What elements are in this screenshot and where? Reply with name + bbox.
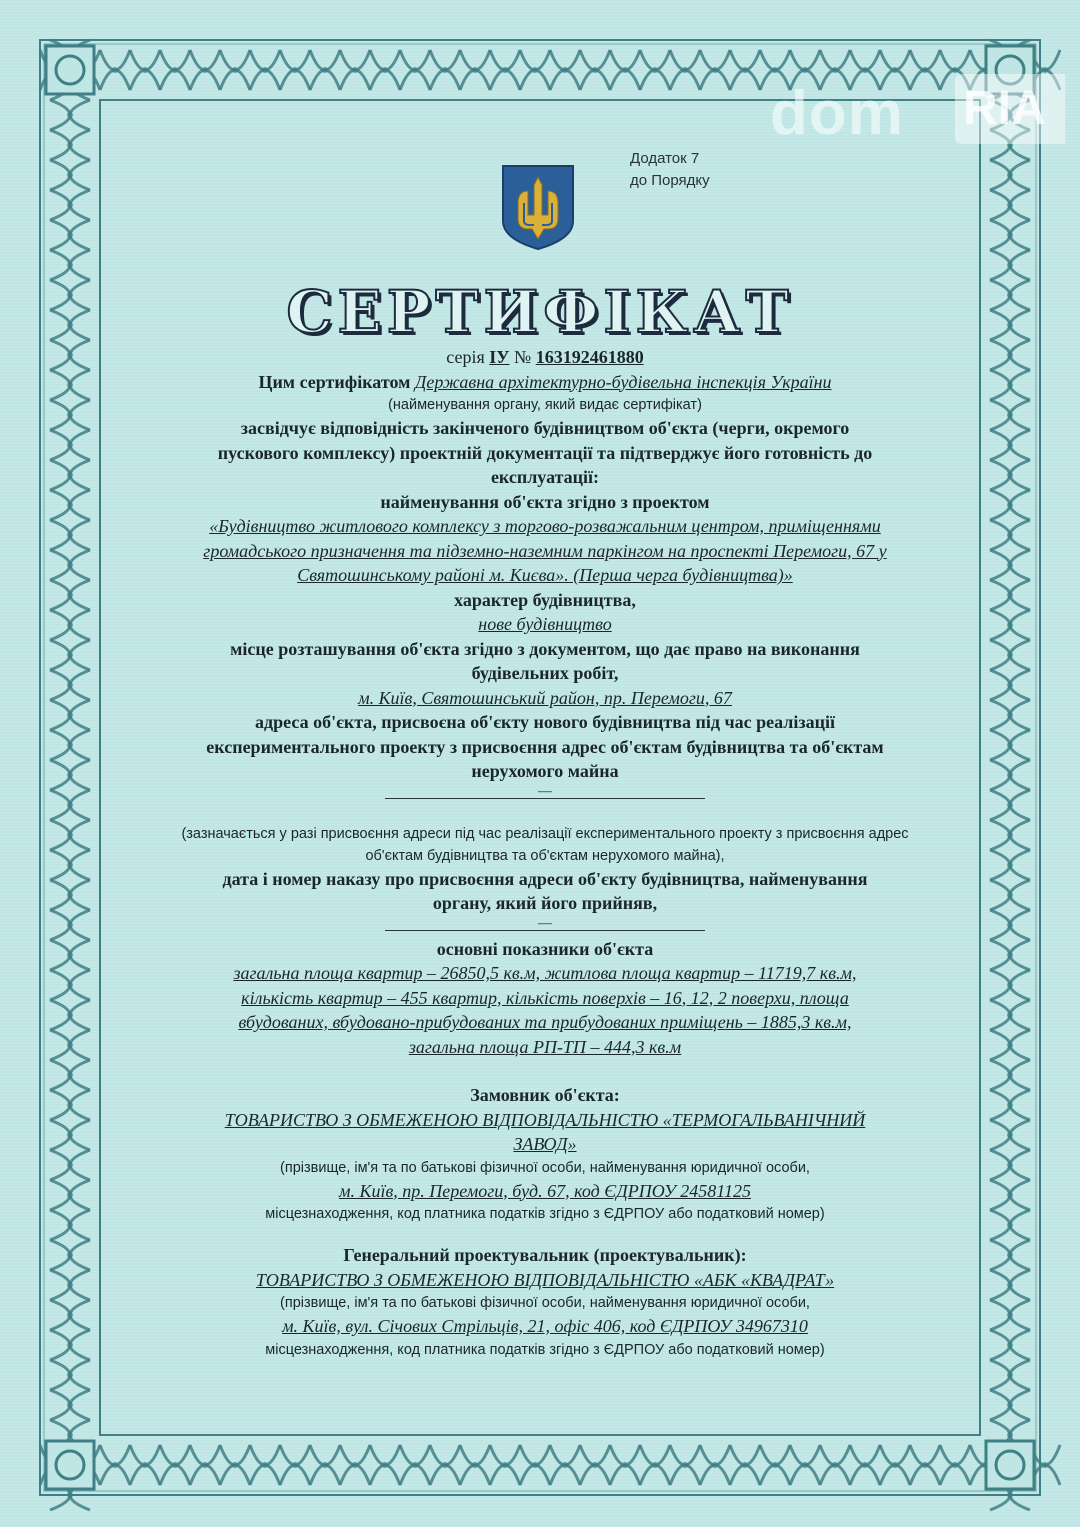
address-value: — [538,783,552,799]
issuer-prefix: Цим сертифікатом [258,371,411,392]
construction-type-label: характер будівництва, [454,589,636,610]
customer-caption-2: місцезнаходження, код платника податків згідно з ЄДРПОУ або податковий номер) [265,1206,825,1222]
designer-address: м. Київ, вул. Січових Стрільців, 21, офіс 406, код ЄДРПОУ 34967310 [282,1316,808,1336]
object-name-line-2: громадського призначення та підземно-наземним паркінгом на проспекті Перемоги, 67 у [203,540,887,561]
watermark-logo: dom [770,79,904,148]
customer-address: м. Київ, пр. Перемоги, буд. 67, код ЄДРПОУ 24581125 [339,1180,751,1201]
customer-caption-1: (прізвище, ім'я та по батькові фізичної особи, найменування юридичної особи, [280,1159,810,1176]
address-label-1: адреса об'єкта, присвоєна об'єкту нового будівництва під час реалізації [255,712,835,732]
order-blank [385,916,705,931]
indicators-line-3: вбудованих, вбудовано-прибудованих та прибудованих приміщень – 1885,3 кв.м, [238,1012,852,1032]
address-label-2: експериментального проекту з присвоєння адрес об'єктам будівництва та об'єктам [206,736,884,757]
designer-caption-1: (прізвище, ім'я та по батькові фізичної особи, найменування юридичної особи, [280,1295,810,1311]
order-label-2: органу, який його прийняв, [432,893,658,913]
address-blank [385,784,705,799]
watermark-badge: RIA [955,74,1065,144]
customer-name-1: ТОВАРИСТВО З ОБМЕЖЕНОЮ ВІДПОВІДАЛЬНІСТЮ «ТЕРМОГАЛЬВАНІЧНИЙ [224,1109,866,1130]
customer-name-2: ЗАВОД» [513,1134,577,1154]
addendum-line-1: Додаток 7 [630,150,700,167]
addendum-line-2: до Порядку [630,172,710,189]
address-label-3: нерухомого майна [471,761,619,781]
indicators-line-2: кількість квартир – 455 квартир, кількість поверхів – 16, 12, 2 поверхи, площа [241,987,849,1008]
series-value: ІУ [489,347,510,367]
trident-emblem-icon [500,163,576,251]
number-label: № [514,347,532,367]
location-label-2: будівельних робіт, [471,663,619,683]
object-name-label: найменування об'єкта згідно з проектом [380,491,710,512]
indicators-line-1: загальна площа квартир – 26850,5 кв.м, житлова площа квартир – 11719,7 кв.м, [233,963,857,983]
issuer-caption: (найменування органу, який видає сертифікат) [388,397,702,413]
series-label: серія [446,347,485,367]
location-value: м. Київ, Святошинський район, пр. Перемоги, 67 [358,687,732,708]
statement-line-2: пускового комплексу) проектній документації та підтверджує його готовність до [217,442,873,463]
location-label-1: місце розташування об'єкта згідно з документом, що дає право на виконання [230,638,860,659]
address-caption-1: (зазначається у разі присвоєння адреси під час реалізації експериментального проекту з присвоєння адрес [181,825,909,842]
series-line [120,345,970,370]
indicators-line-4: загальна площа РП-ТП – 444,3 кв.м [408,1036,682,1057]
designer-heading: Генеральний проектувальник (проектувальник): [343,1245,747,1265]
number-value: 163192461880 [535,347,644,367]
certificate-title: СЕРТИФІКАТ [286,278,794,346]
certificate-body [120,345,970,1361]
issuer-value: Державна архітектурно-будівельна інспекція України [414,371,832,392]
customer-heading: Замовник об'єкта: [470,1085,620,1105]
indicators-label: основні показники об'єкта [436,938,654,959]
object-name-line-3: Святошинському районі м. Києва». (Перша черга будівництва)» [297,565,793,585]
statement-line-3: експлуатації: [490,467,600,487]
address-caption-2: об'єктам будівництва та об'єктам нерухомого майна), [365,847,725,864]
addendum-note [630,148,710,192]
order-value: — [538,915,552,931]
designer-caption-2: місцезнаходження, код платника податків згідно з ЄДРПОУ або податковий номер) [265,1341,825,1358]
order-label-1: дата і номер наказу про присвоєння адреси об'єкту будівництва, найменування [222,868,868,889]
designer-name: ТОВАРИСТВО З ОБМЕЖЕНОЮ ВІДПОВІДАЛЬНІСТЮ «АБК «КВАДРАТ» [255,1269,835,1290]
construction-type-value: нове будівництво [478,614,612,634]
issuer-line [120,370,970,395]
title-block [0,278,1080,346]
statement-line-1: засвідчує відповідність закінченого будівництвом об'єкта (черги, окремого [240,418,850,438]
object-name-line-1: «Будівництво житлового комплексу з торгово-розважальним центром, приміщеннями [209,516,881,536]
